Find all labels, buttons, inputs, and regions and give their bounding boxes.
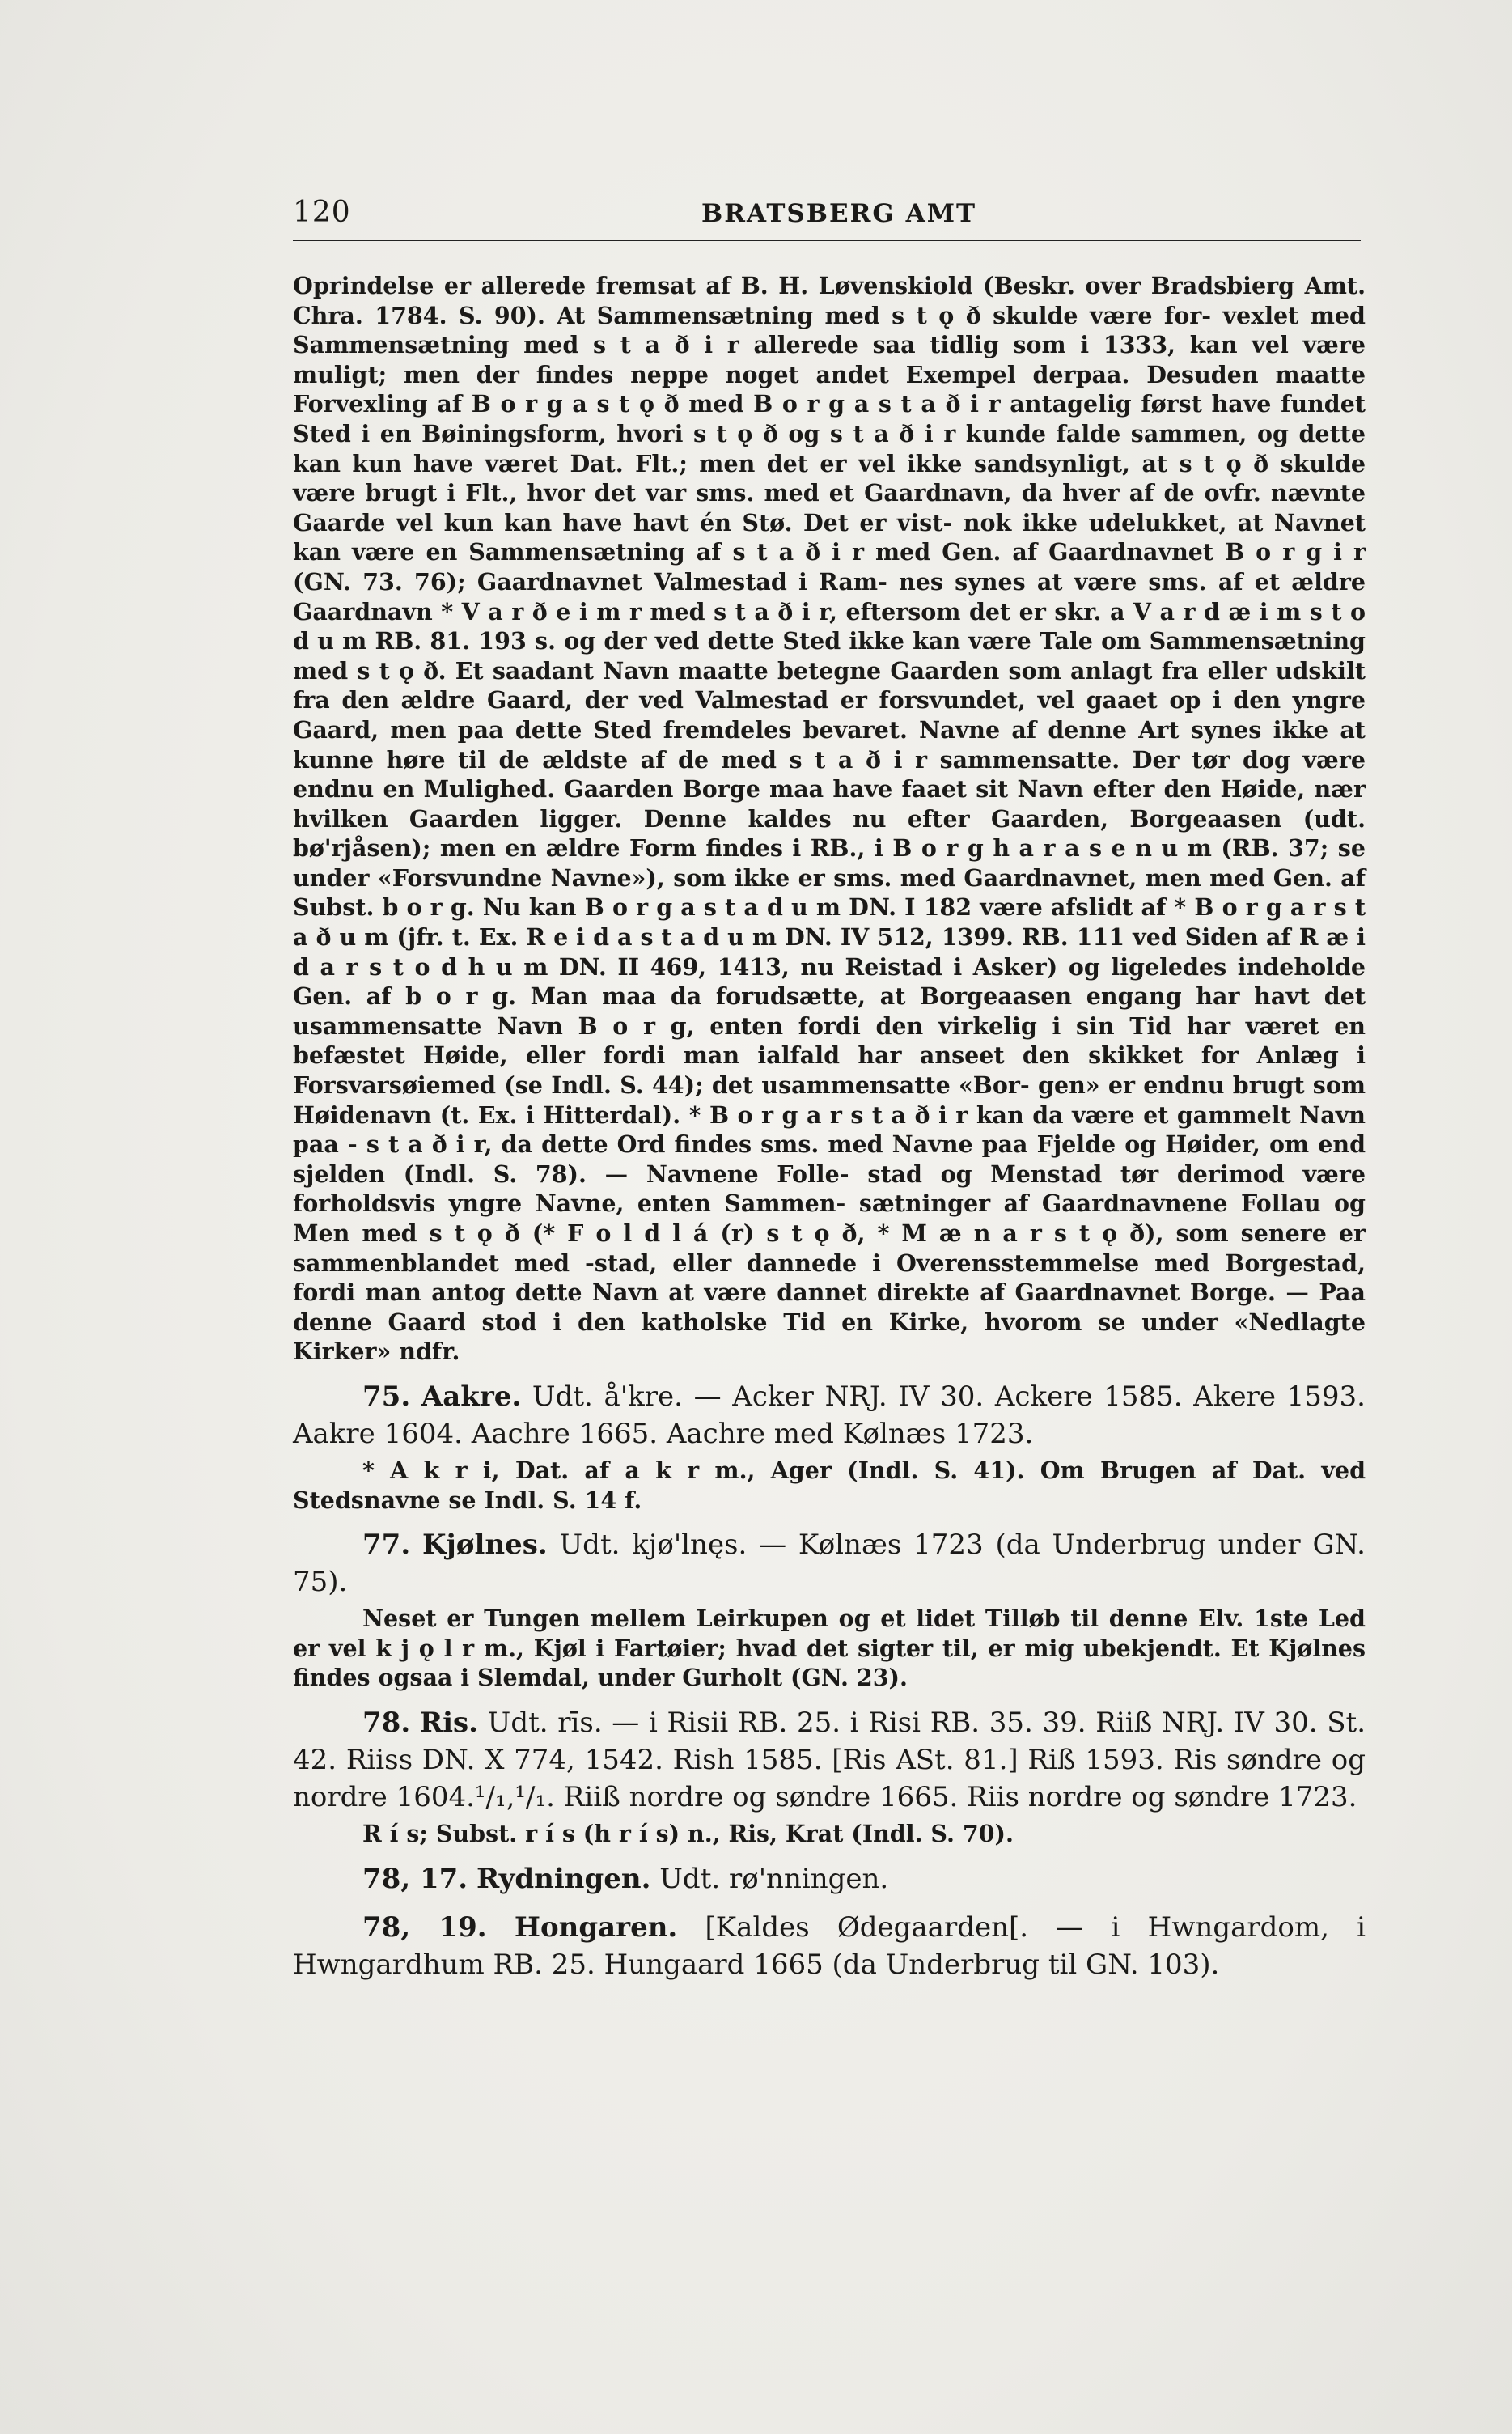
entry-77 <box>293 1526 1366 1693</box>
text-line: og dette kan kun have været Dat. Flt.; men det er vel ikke sandsynligt, at <box>293 419 1366 477</box>
entry-number: 77. <box>362 1529 411 1562</box>
running-head: BRATSBERG AMT <box>701 199 977 228</box>
text-line: vel være muligt; men der findes neppe noget andet Exempel derpaa. Desuden <box>293 331 1366 388</box>
entry-78-17 <box>293 1860 1366 1898</box>
entry-78-19 <box>293 1909 1366 1983</box>
text-line: dette Sted fremdeles bevaret. Navne af denne Art synes ikke at kunne høre <box>293 715 1366 774</box>
text-line: maatte Forvexling af B o r g a s t ǫ ð med B o r g a s t a ð i r antagelig først have <box>293 360 1366 418</box>
entry-text: Udt. å'kre. — Acker NRJ. IV 30. Ackere 1585. Akere 1593. Aakre 1604. Aachre 1665. Aachre med Kølnæs 1723. <box>293 1380 1366 1450</box>
entry-main <box>293 1704 1366 1816</box>
entry-number: 78. <box>362 1706 411 1739</box>
text-line: fundet Sted i en Bøiningsform, hvori s t ǫ ð og s t a ð i r kunde falde sammen, <box>293 390 1366 447</box>
entry-note: * A k r i, Dat. af a k r m., Ager (Indl. S. 41). Om Brugen af Dat. ved Stedsnavne se Indl. S. 14 f. <box>293 1456 1366 1514</box>
text-line: gen» er endnu brugt som Høidenavn (t. Ex. i Hitterdal). * B o r g a r s t a ð i r <box>293 1071 1366 1129</box>
text-line: Gen. af Subst. b o r g. Nu kan B o r g a s t a d u m DN. I 182 være afslidt af <box>293 863 1366 922</box>
text-line: s t ǫ ð skulde være brugt i Flt., hvor det var sms. med et Gaardnavn, da <box>293 449 1366 507</box>
text-line: stad og Menstad tør derimod være forholdsvis yngre Navne, enten Sammen- <box>293 1160 1366 1218</box>
entry-name: Aakre. <box>421 1380 522 1413</box>
text-line: sin Tid har været en befæstet Høide, eller fordi man ialfald har anseet den <box>293 1011 1366 1070</box>
page-body <box>293 271 1366 1983</box>
text-line: * B o r g a r s t a ð u m (jfr. t. Ex. R e i d a s t a d u m DN. IV 512, 1399. RB. 111 <box>293 893 1366 952</box>
entry-number: 78, 17. <box>362 1862 468 1895</box>
entry-text: Udt. kjø'lnęs. — Kølnæs 1723 (da Underbrug under GN. 75). <box>293 1529 1366 1599</box>
text-line: sætninger af Gaardnavnene Follau og Men med s t ǫ ð (* F o l d l á (r) s t ǫ ð, <box>293 1189 1366 1247</box>
text-line: vexlet med Sammensætning med s t a ð i r allerede saa tidlig som i 1333, kan <box>293 301 1366 359</box>
text-line: kan da være et gammelt Navn paa - s t a ð i r, da dette Ord findes sms. med <box>293 1100 1366 1159</box>
text-line: maatte betegne Gaarden som anlagt fra eller udskilt fra den ældre Gaard, <box>293 656 1366 715</box>
text-line: ligeledes indeholde Gen. af b o r g. Man maa da forudsætte, at Borgeaasen <box>293 952 1366 1011</box>
text-line: Mulighed. Gaarden Borge maa have faaet sit Navn efter den Høide, nær <box>423 775 1366 804</box>
entry-name: Kjølnes. <box>421 1529 548 1562</box>
text-line: der ved Valmestad er forsvundet, vel gaaet op i den yngre Gaard, men paa <box>293 686 1366 744</box>
entry-text: Udt. rø'nningen. <box>650 1862 889 1895</box>
entry-name: Ris. <box>419 1706 478 1739</box>
intro-paragraph <box>293 271 1366 1367</box>
entry-note: Neset er Tungen mellem Leirkupen og et lidet Tilløb til denne Elv. 1ste Led er vel k j ǫ l r m., Kjøl i Fartøier; hvad det sigter til, er mig ubekjendt. Et Kjølnes findes ogsaa i Slemdal, under Gurholt (GN. 23). <box>293 1605 1366 1692</box>
entry-main <box>293 1860 1366 1898</box>
entry-text: [Kaldes Ødegaarden[. — i Hwngardom, i Hwngardhum RB. 25. Hungaard 1665 (da Underbrug til GN. 103). <box>293 1910 1366 1981</box>
entry-number: 78, 19. <box>362 1910 487 1944</box>
text-line: nok ikke udelukket, at Navnet kan være en Sammensætning af s t a ð i r med <box>293 508 1366 566</box>
text-line: Amt. Chra. 1784. S. 90). At Sammensætning med s t ǫ ð skulde være for- <box>293 272 1366 329</box>
text-line: ved Siden af R æ i d a r s t o d h u m DN. II 469, 1413, nu Reistad i Asker) og <box>293 923 1366 981</box>
text-line: Sted ikke kan være Tale om Sammensætning med s t ǫ ð. Et saadant Navn <box>293 627 1366 685</box>
text-line: nes synes at være sms. af et ældre Gaardnavn * V a r ð e i m r med s t a ð i r, <box>293 567 1366 625</box>
text-line: til de ældste af de med s t a ð i r sammensatte. Der tør dog være endnu en <box>293 745 1366 804</box>
entry-number: 75. <box>362 1380 411 1413</box>
text-line: Navne paa Fjelde og Høider, om end sjelden (Indl. S. 78). — Navnene Folle- <box>293 1130 1366 1188</box>
text-line: Gen. af Gaardnavnet B o r g i r (GN. 73. 76); Gaardnavnet Valmestad i Ram- <box>293 538 1366 596</box>
entry-75 <box>293 1378 1366 1515</box>
text-line: Oprindelse er allerede fremsat af B. H. Løvenskiold (Beskr. over Bradsbierg <box>293 272 1295 299</box>
text-line: Overensstemmelse med Borgestad, fordi man antog dette Navn at være dannet <box>293 1249 1366 1307</box>
page-header <box>293 191 1361 241</box>
entry-main <box>293 1378 1366 1452</box>
text-line: bø'rjåsen); men en ældre Form findes i RB., i B o r g h a r a s e n u m (RB. 37; <box>293 834 1329 863</box>
text-line: direkte af Gaardnavnet Borge. — Paa denne Gaard stod i den katholske Tid <box>293 1278 1366 1336</box>
entry-main <box>293 1909 1366 1983</box>
text-line: engang har havt det usammensatte Navn B o r g, enten fordi den virkelig i <box>293 982 1366 1040</box>
entry-main <box>293 1526 1366 1601</box>
text-line: eftersom det er skr. a V a r d æ i m s t o d u m RB. 81. 193 s. og der ved dette <box>293 597 1366 655</box>
page-number: 120 <box>293 196 351 229</box>
entry-name: Hongaren. <box>514 1910 678 1944</box>
text-line: * M æ n a r s t ǫ ð), som senere er sammenblandet med -stad, eller dannede i <box>293 1219 1366 1277</box>
entry-note: R í s; Subst. r í s (h r í s) n., Ris, Krat (Indl. S. 70). <box>362 1819 1014 1847</box>
entry-78 <box>293 1704 1366 1849</box>
entry-text: Udt. rīs. — i Risii RB. 25. i Risi RB. 35. 39. Riiß NRJ. IV 30. St. 42. Riiss DN. X 774, 1542. Rish 1585. [Ris ASt. 81.] Riß 1593. Ris søndre og nordre 1604.¹/₁,¹/₁. Riiß nordre og søndre 1665. Riis nordre og søndre 1723. <box>293 1706 1366 1813</box>
text-line: se under «Forsvundne Navne»), som ikke er sms. med Gaardnavnet, men med <box>293 834 1366 892</box>
text-line: hvilken Gaarden ligger. Denne kaldes nu efter Gaarden, Borgeaasen (udt. <box>293 804 1366 833</box>
text-line: skikket for Anlæg i Forsvarsøiemed (se Indl. S. 44); det usammensatte «Bor- <box>293 1041 1366 1100</box>
text-line: en Kirke, hvorom se under «Nedlagte Kirker» ndfr. <box>293 1308 1366 1366</box>
entry-name: Rydningen. <box>476 1862 651 1895</box>
text-line: hver af de ovfr. nævnte Gaarde vel kun kan have havt én Stø. Det er vist- <box>293 479 1366 536</box>
